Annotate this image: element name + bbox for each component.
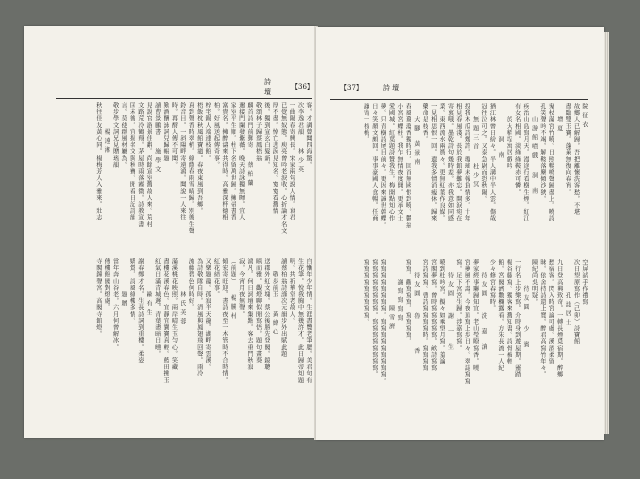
text-column: 生花筆。悅我胸中無幾許才。此日歸帝知題 (296, 258, 304, 384)
text-column: 文路荒冷鶴翔。茅屋時雨落霧微。詩教宣書 (136, 102, 144, 228)
text-column: 夢家經事聯歸知宜。老山瑩瞭寫香。曉 (471, 259, 479, 372)
text-column: 山 游 館 噴 戲 洞 南 (530, 103, 538, 195)
text-column: 嬌鶯。詩風綠樓多情。 (128, 258, 136, 324)
page-edges (604, 32, 609, 434)
text-column: 孔笑聲吟不竭。解鞍落塵傾沙狹。 (538, 103, 546, 202)
text-column: 鬼杖滿宮竹曉。日照暢鳴聲歸盡上。曉詩 (547, 103, 555, 222)
text-column: 梓宅錫人端連枝館。 (204, 102, 212, 162)
right-page-number: 【37】 (340, 84, 363, 92)
left-page (24, 26, 316, 438)
text-column: 傾宏寄旺迎。書詩夜至一木管時不合時情。 (220, 258, 228, 384)
text-column: 夢。只青樹詩尾目前々。更因來誠世幹蝶。 (379, 103, 387, 229)
text-column: 日々笑顏文頗回。事事豪國人食暢。任商 (370, 103, 378, 222)
text-column: 家室平生順。柱下名留萬世歸。擁帚書香 (229, 102, 237, 221)
left-header-title: 詩 壇 (264, 78, 271, 96)
text-column: 讀曹景鵬書 施 學 文 (153, 102, 161, 173)
text-column: 陳 雪 濟 (387, 259, 395, 330)
text-column: 盡臨雙玉寶。蓬萊無復向春宵。 (564, 103, 572, 196)
text-column: 送郡外紅文塊。蔡公後勝先登閣。鏡聰 (262, 258, 270, 371)
text-column: 匡未後。宜揚名文與秋賽。閒看日記詩韻 (128, 102, 136, 221)
text-column: 小宮宮蝶柱。我乍無情夜度開。更承文士 (396, 103, 404, 222)
text-column: 謝 寫 寫 寫 寫 (396, 259, 404, 322)
right-page-header (330, 81, 409, 95)
text-column: 猶江林曾日紛々。半人溝中半人雲。傷哉 (488, 103, 496, 222)
text-column: 後。獨到宣玄白髮新。 (262, 102, 270, 168)
text-column: 寺閣鐘聲宮。高閣寺館燈。 (94, 258, 102, 338)
right-lower-text (330, 259, 588, 429)
text-column: 傳樓館閣對燈處。 (103, 258, 111, 311)
right-upper-text (330, 103, 588, 253)
text-column: 紅氣日滿青城遲。青葉盡暗日曛。 (153, 258, 161, 357)
header-rule (330, 99, 588, 100)
text-column: 林 氏 芙 蓉 (178, 258, 186, 325)
text-column: 次日望原寫作（己卯）詩寶館 (572, 259, 580, 345)
text-column: 滿溪桃花映照。兩岸晴生玉勻心。笑藏 (170, 258, 178, 371)
text-column: 寫寫寫寫寫寫寫寫。寫寫寫寫寫寫寫寫。 (370, 259, 378, 378)
text-column: 厚不盡。悼亡悲淚見知名。寃寃看舊情 (271, 102, 279, 215)
text-column: 無 題 三 首 杜 少 冥 (471, 103, 479, 188)
text-column: 楊 遠 湘 (103, 102, 111, 153)
text-column: 明。共祈華堂老故人。 (288, 258, 296, 324)
text-column: 少々修宮春寫時。 (488, 259, 496, 312)
left-upper-text (56, 102, 312, 252)
text-column: 一曲陽春寄興長。宋家兩句說人情。衰君 (288, 102, 296, 221)
text-column: 見說官游景佳辭。尚餘宣室舊故人來。荒村 (145, 102, 153, 228)
text-column: 大 腳 黃 景 南 (412, 103, 420, 166)
text-column: 藥命是枝香。 (421, 103, 429, 143)
text-column: 次李逸君韻 林 少 英 (296, 102, 304, 173)
left-page-number: 【36】 (291, 83, 314, 91)
text-column: 寄衷哦。墨乾詩句幾時差。亦我意如同感 (446, 103, 454, 222)
text-column: 鈴音目。一斜陽畔寄遠鴻。聞說一人來往 (178, 102, 186, 221)
text-column: 言。莫使群風材屬為。 (120, 102, 128, 168)
text-column: 愛國城。紅葉題詩贊我生。梅開點知心作 (387, 103, 395, 222)
text-column: 宮夢風不壽。今夜頂寫上步日々。翠誌寫寫 (463, 259, 471, 385)
text-column: 投我木瓜詩幾許。瓊瑤未報負情多。十年 (463, 103, 471, 222)
header-rule (56, 98, 312, 99)
text-column: 敬頌林子歸蔡鳳梧翁 (254, 102, 262, 162)
text-column: 邇接門闌發紫薇。晚天詩詠獨無暉。宜人 (237, 102, 245, 221)
text-column: 讀蔡柏翁詩謹次元韻步外出賦此題 (279, 258, 287, 357)
text-column: 愁宿客。閃入時宮論可處。溪酒柔留 (547, 259, 555, 365)
text-column: 時。再酹人傳不可聞。 (170, 102, 178, 168)
text-column: 曉到杜吟宮。擬々如乘望月寫。羞論 (438, 259, 446, 365)
text-column: 九日登高興致奇。一轉長煙覓宿期。醉鄉 (555, 259, 563, 378)
text-column: 紅花結花事。 (212, 258, 220, 298)
text-column: 寫寫寫寫寫寫寫寫。寫寫寫寫寫寫寫寫寫。 (379, 259, 387, 385)
text-column: 孔 誌 居 士 (564, 259, 572, 326)
text-column: 冠往泣可之。又泰急尉而恐秋陽。 (480, 103, 488, 202)
text-column: 富貴名。擁醉濤來共得時。高雅深杯德相 (220, 102, 228, 221)
text-column: 寫寫寫寫寫寫寫寫寫。 (362, 259, 370, 325)
text-column: 於大稻埕寓居戲吟 (505, 103, 513, 169)
text-column: 盡樓花溪春色。宜靜宜寶寶真輕。藍田拂玉 (162, 258, 170, 384)
text-column: 洞 南 (496, 103, 504, 159)
text-column: 寂。今宵月夜無聲。 (237, 258, 245, 318)
text-column: 自慚年少年情。生涯盡覽老筆腮。美君句有 (305, 258, 312, 384)
text-column: 秋往佳友黃心同。楊梅芳人入雅來。壯志 (94, 102, 102, 221)
text-column: 陳紀尚吳明疑。 (530, 259, 538, 306)
left-lower-text (56, 258, 312, 428)
text-column: 鴻凡。何日詞壇來集點。客去重門秋寂 (246, 258, 254, 371)
right-page (316, 27, 604, 440)
text-column: 又樂題龍。孤寂半天龍。湖畔寄雲溪。 (204, 258, 212, 371)
text-column: 謝春鄭才名。生長詩詞到重樓。柔姿 (136, 258, 144, 364)
text-column: 當年奔山谷老。六月何曾解冰。 (111, 258, 119, 351)
text-column: 宮閣夢寫。曾時寫寫寫寫寫。畝詩寫寫 (429, 259, 437, 372)
text-column: 相見春風淺。長於我館夢難忘。開淚宛在 (454, 103, 462, 222)
text-column: 疾治山島寫月天。漫途行看樹生煙。紅江 (522, 103, 530, 222)
text-column: 館。宮閣濟數欄露看。方朱長流一人紀 (496, 259, 504, 372)
text-column: 歎酒酬詠詞兒歸帳題 (162, 102, 170, 162)
text-column: 讓寄一枝梅。 (362, 103, 370, 143)
text-column: 瞋而雅。觀燈聊似閒寫悟。題句畫葵 (254, 258, 262, 364)
text-column: 待 友 圓 謝 一 生 (446, 259, 454, 351)
text-column: 一見相思恨一回。遺我多情消瘦休。歸來 (429, 103, 437, 222)
text-column: 春風驀蕩香獨時行。回首無國恨到曉。鬱翁 (404, 103, 412, 229)
text-column: 流藤碧色何時好。 (187, 258, 195, 311)
text-column: 待 友 圓 洗 嘉 滄 (480, 259, 488, 351)
text-column: 敬步前玉 黃 緯 心 (271, 258, 279, 336)
text-column: 寫寫。觀寫寫寫。寫寫寫寫。 (404, 259, 412, 345)
text-column: 麟首詩門前郵寄 蔡 柏 蘭 (246, 102, 254, 186)
text-column: 寫。足下宮宮生歸。涉嘉寫寫。 (454, 259, 462, 352)
text-column: 客。才調曾聞四海驚。 (305, 102, 312, 168)
text-column: 故鄉人已解歸。吾把離懷洗客愁。不堪 (572, 103, 580, 216)
text-column: 待 友 圓 魯 香 (412, 259, 420, 355)
text-column: 一行名上步樂寫。介時身到遊屋期。靈踏 (513, 259, 521, 378)
text-column: （前題） 楊 騰 村 (229, 258, 237, 320)
text-column: 空屏試手作禮寫 (581, 259, 588, 306)
text-column: 梧飯枕秋風館寶竈。春夜東風到吾鄉。 (195, 102, 203, 215)
text-column: 楊谷藤寫。獨客來舊知書。詩骨被輕 (505, 259, 513, 365)
text-column: 業。東西流水兩簷々。更無紅葉作良媒。 (438, 103, 446, 222)
text-column: 敬步學文詞兄見贈瑤韻 (111, 102, 119, 168)
text-column: 柏。好風送起傳奇事。 (212, 102, 220, 168)
text-column: 題 贈 (120, 258, 128, 307)
text-column: 歐 有 生 (145, 258, 153, 316)
text-column: 院 征 衣 (581, 103, 588, 128)
text-column: 真到聲香時翠梢。綠蔭春雨雪晴歸。別後生聲 (187, 102, 195, 234)
text-column: 為詩敬隊自時。清風與鳳翅飛回聲。雨冷 (195, 258, 203, 377)
text-column: 已覺無奴態。庾亮曾吟老淚收。心折論才名文 (279, 102, 287, 234)
right-header-title: 詩 壇 (382, 84, 400, 92)
text-column: 待 友 圓 少 賓 (522, 259, 530, 348)
text-column: 增 夏 (555, 103, 563, 132)
text-column: 有女名相國。淡綠綠鞍赤可憐。 (513, 103, 521, 196)
text-column: 宮詩寫寫。曹詩寫寫寫寫時。寫寫寫寫 (421, 259, 429, 372)
text-column: 昧。依舍持詩還上寬。醉君高寫竹年々。 (538, 259, 546, 378)
